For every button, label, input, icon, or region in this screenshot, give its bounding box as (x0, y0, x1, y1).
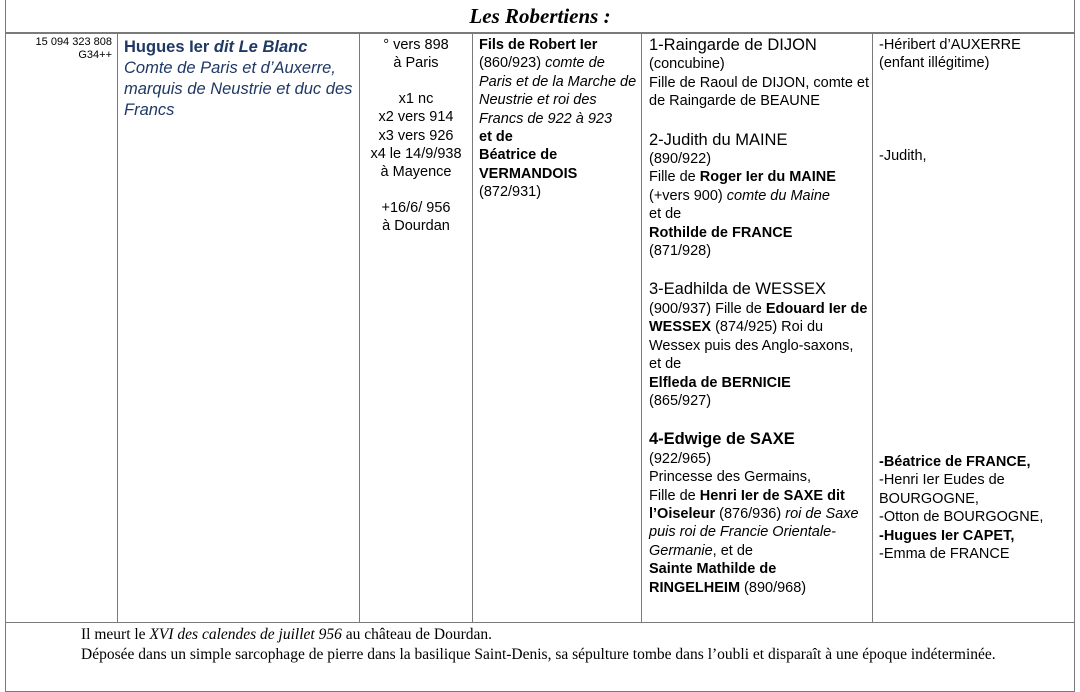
footer-line-1 (81, 625, 1051, 645)
spouse-2 (649, 131, 869, 261)
spouse-father-rest: (874/925) Roi du Wessex puis des Anglo-saxons, et de (649, 319, 854, 373)
death-date: +16/6/ 956 (381, 199, 451, 216)
child-3: -Béatrice de FRANCE, (879, 454, 1031, 470)
spouse-name: Judith du MAINE (663, 130, 788, 149)
spouse-father-dates: (+vers 900) (649, 187, 727, 204)
person-cell (124, 37, 356, 121)
marriage-3: x3 vers 926 (378, 127, 454, 144)
footer-line-2: Déposée dans un simple sarcophage de pierre dans la basilique Saint-Denis, sa sépulture tombe dans l’oubli et disparaît à une époque indéterminée. (81, 646, 996, 663)
spouse-parents: Fille de Raoul de DIJON, comte et de Raingarde de BEAUNE (649, 74, 870, 110)
column-divider (472, 33, 473, 622)
spouse-name: Raingarde de DIJON (663, 36, 817, 54)
ref-cell (10, 36, 112, 62)
children-cell-2 (879, 147, 1069, 165)
spouse-mother-dates: (871/928) (649, 243, 712, 260)
footer-text (81, 625, 1051, 665)
child-6: -Hugues Ier CAPET, (879, 527, 1015, 544)
spouse-father-dates: (876/936) (715, 505, 786, 522)
spouse-title: Princesse des Germains, (649, 469, 811, 486)
children-cell (879, 36, 1069, 73)
father-name: Fils de Robert Ier (479, 37, 598, 53)
spouse-mother: Elfleda de BERNICIE (649, 374, 791, 391)
spouse-mother: Sainte Mathilde de RINGELHEIM (649, 561, 777, 596)
spouse-and: , et de (712, 542, 753, 559)
spouse-dates: (890/922) (649, 151, 712, 168)
marriage-4-place: à Mayence (380, 164, 452, 181)
father-dates: (860/923) (479, 55, 546, 72)
spouse-father: Henri Ier de SAXE dit l’Oiseleur (649, 487, 845, 522)
section-title-box (5, 0, 1075, 33)
footer-line-1-date: XVI des calendes de juillet 956 (149, 626, 342, 643)
spouse-note: (concubine) (649, 56, 725, 73)
marriage-2: x2 vers 914 (378, 109, 454, 126)
spouse-1 (649, 36, 869, 111)
spouse-mother-dates: (890/968) (740, 579, 807, 596)
mother-name: Béatrice de VERMANDOIS (479, 147, 578, 182)
spouse-dates: (900/937) Fille de (649, 300, 766, 317)
spouse-mother: Rothilde de FRANCE (649, 224, 793, 241)
column-divider (641, 33, 642, 622)
spouse-dates: (922/965) (649, 450, 712, 467)
spouse-name: Eadhilda de WESSEX (663, 280, 827, 299)
birth-date: ° vers 898 (383, 37, 449, 53)
child-7: -Emma de FRANCE (879, 546, 1010, 563)
spouse-4 (649, 430, 869, 597)
children-cell-4 (879, 453, 1069, 563)
footer-line-1-pre: Il meurt le (81, 626, 150, 643)
child-4: -Henri Ier Eudes de BOURGOGNE, (879, 472, 1005, 507)
spouse-and: et de (649, 206, 682, 223)
child-5: -Otton de BOURGOGNE, (879, 509, 1044, 526)
spouse-fille: Fille de (649, 487, 700, 504)
marriage-4: x4 le 14/9/938 (370, 146, 462, 163)
spouse-number: 4- (649, 430, 664, 449)
column-divider (872, 33, 873, 622)
person-name (124, 37, 356, 58)
events-cell (361, 36, 471, 236)
spouse-number: 2- (649, 130, 664, 149)
section-title: Les Robertiens : (469, 4, 611, 28)
ref-code: G34++ (78, 49, 112, 61)
spouse-number: 1- (649, 36, 664, 54)
spouse-father-title: roi de Saxe puis roi de Francie Orientale-Germanie (649, 505, 859, 559)
column-divider (359, 33, 360, 622)
spouse-father: Roger Ier du MAINE (699, 169, 836, 186)
birth-place: à Paris (393, 55, 439, 72)
spouse-father: Edouard Ier de WESSEX (649, 300, 868, 336)
parents-cell (479, 36, 637, 202)
person-name-main: Hugues Ier (124, 38, 214, 56)
spouse-mother-dates: (865/927) (649, 392, 712, 409)
spouse-number: 3- (649, 280, 664, 299)
spouse-3 (649, 280, 869, 410)
footer-line-1-post: au château de Dourdan. (341, 626, 493, 643)
ref-number: 15 094 323 808 (35, 36, 112, 48)
person-titles: Comte de Paris et d’Auxerre, marquis de Neustrie et duc des Francs (124, 59, 353, 119)
spouse-name: Edwige de SAXE (663, 430, 795, 449)
spouses-cell (649, 36, 869, 597)
child-1: -Héribert d’AUXERRE (enfant illégitime) (879, 37, 1021, 72)
death-place: à Dourdan (382, 218, 450, 235)
parents-and: et de (479, 129, 513, 146)
spouse-father-title: comte du Maine (726, 187, 830, 204)
column-divider (117, 33, 118, 622)
marriage-1: x1 nc (398, 90, 434, 107)
mother-dates: (872/931) (479, 184, 542, 201)
person-nickname: dit Le Blanc (213, 38, 308, 56)
father-titles: comte de Paris et de la Marche de Neustrie et roi des Francs de 922 à 923 (479, 55, 637, 127)
child-2: -Judith, (879, 148, 927, 164)
spouse-fille: Fille de (649, 169, 700, 186)
